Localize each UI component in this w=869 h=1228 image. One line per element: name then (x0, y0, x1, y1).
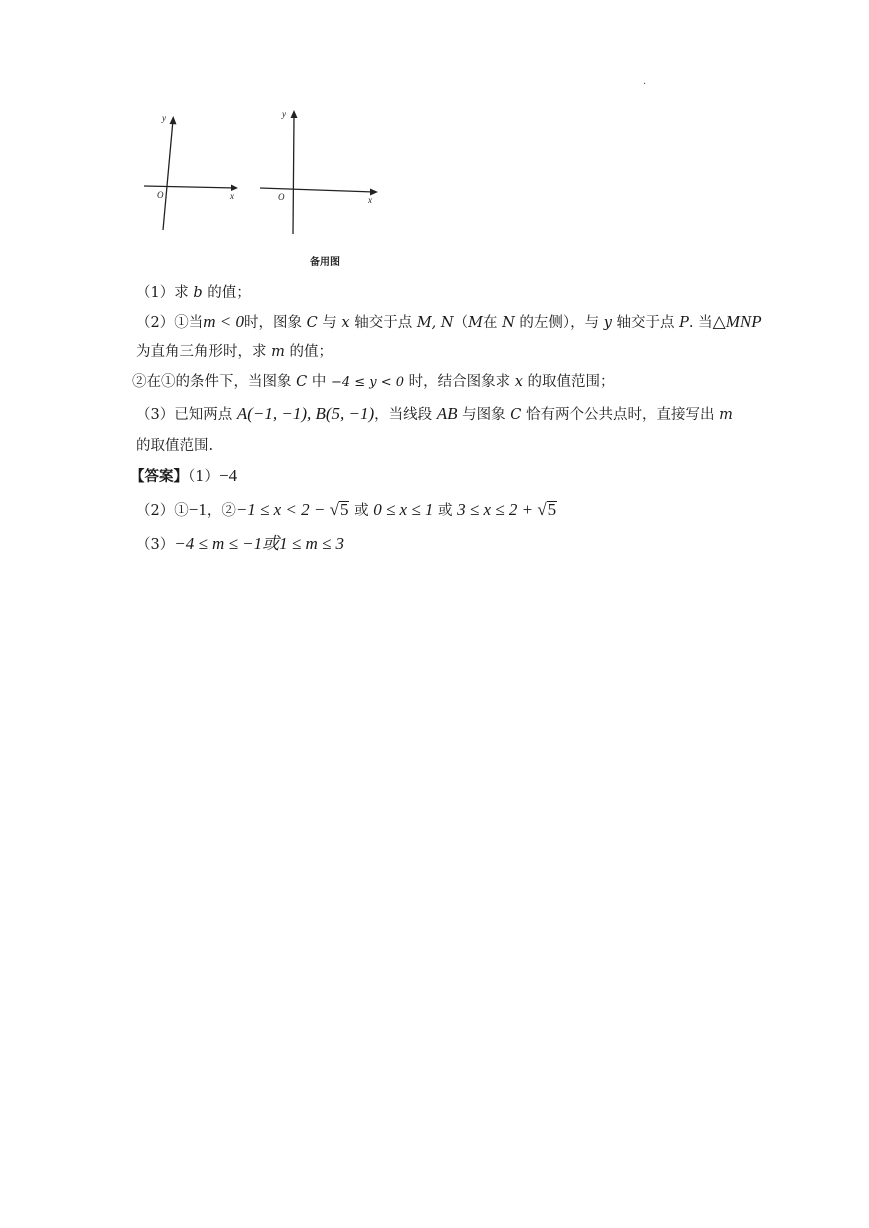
question-2-part-1-continued: 为直角三角形时，求 m 的值； (136, 344, 333, 360)
figure-caption: 备用图 (310, 257, 340, 268)
question-3: （3）已知两点 A(−1, −1), B(5, −1)，当线段 AB 与图象 C 恰有两个公共点时，直接写出 m (136, 404, 733, 423)
answer-2: （2）①−1，②−1 ≤ x < 2 − √5 或 0 ≤ x ≤ 1 或 3 ≤ x ≤ 2 + √5 (136, 500, 557, 519)
question-2-part-2: ②在①的条件下，当图象 C 中 −4 ≤ y < 0 时，结合图象求 x 的取值范围； (132, 374, 615, 390)
question-3-continued: 的取值范围. (136, 438, 214, 454)
x-axis-label-2: x (368, 195, 372, 205)
corner-mark: . (643, 76, 647, 87)
axes-svg-1 (138, 108, 246, 236)
sqrt-radicand-2: 5 (547, 500, 557, 519)
answer-1: 【答案】（1）−4 (130, 466, 238, 485)
question-1: （1）求 b 的值； (136, 285, 251, 301)
origin-label-2: O (278, 192, 285, 202)
question-2-part-1: （2）①当m < 0时，图象 C 与 x 轴交于点 M, N（M在 N 的左侧），与 y 轴交于点 P. 当△MNP (136, 312, 762, 331)
origin-label-1: O (157, 190, 164, 200)
answer-heading: 【答案】 (130, 468, 188, 485)
x-axis-label-1: x (230, 191, 234, 201)
coordinate-figure-2 (256, 104, 386, 238)
coordinate-figure-1 (138, 108, 246, 236)
axes-svg-2 (256, 104, 386, 238)
sqrt-radicand-1: 5 (339, 500, 349, 519)
y-axis-label-2: y (282, 109, 286, 119)
answer-3: （3）−4 ≤ m ≤ −1或1 ≤ m ≤ 3 (136, 534, 345, 553)
y-axis-label-1: y (162, 113, 166, 123)
